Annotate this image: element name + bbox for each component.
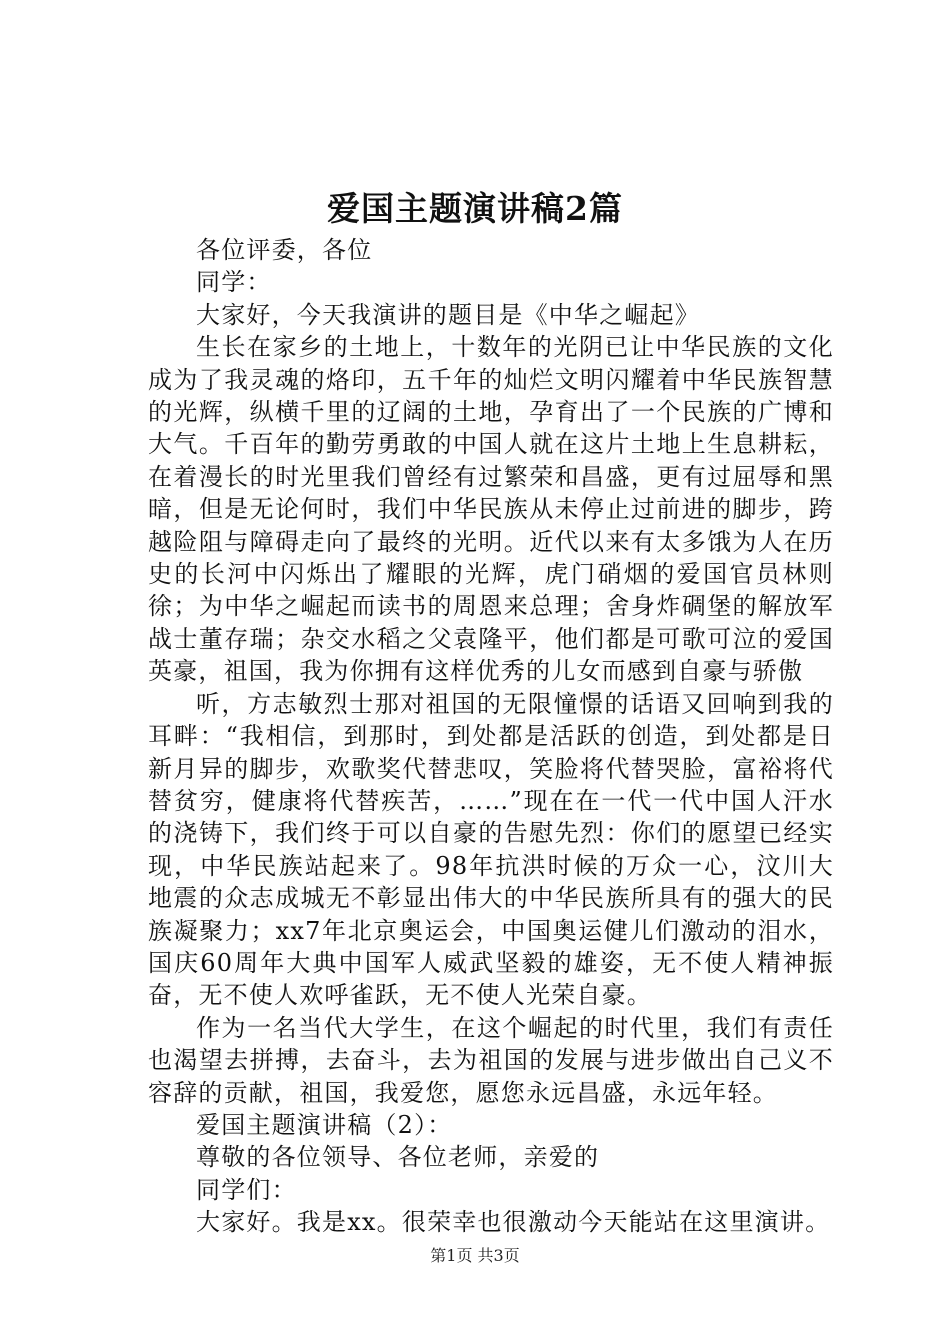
paragraph-greeting: 大家好，今天我演讲的题目是《中华之崛起》 bbox=[196, 300, 700, 329]
document-body bbox=[148, 234, 834, 1239]
document-title: 爱国主题演讲稿2篇 bbox=[327, 189, 623, 228]
paragraph-salutation-cont: 同学： bbox=[196, 268, 272, 297]
paragraph-body-3: 作为一名当代大学生，在这个崛起的时代里，我们有责任也渴望去拼搏，去奋斗，去为祖国的发展与进步做出自己义不容辞的贡献，祖国，我爱您，愿您永远昌盛，永远年轻。 bbox=[148, 1013, 834, 1107]
paragraph-salutation-2-cont: 同学们： bbox=[196, 1175, 297, 1204]
page-footer: 第1页 共3页 bbox=[430, 1246, 520, 1265]
paragraph-salutation: 各位评委，各位 bbox=[196, 236, 373, 264]
paragraph-greeting-2: 大家好。我是xx。很荣幸也很激动今天能站在这里演讲。 bbox=[196, 1208, 831, 1237]
paragraph-body-2: 听，方志敏烈士那对祖国的无限憧憬的话语又回响到我的耳畔：“我相信，到那时，到处都是活跃的创造，到处都是日新月异的脚步，欢歌奖代替悲叹，笑脸将代替哭脸，富裕将代替贫穷，健康将代替疾苦，……”现在在一代一代中国人汗水的浇铸下，我们终于可以自豪的告慰先烈：你们的愿望已经实现，中华民族站起来了。98年抗洪时候的万众一心，汶川大地震的众志成城无不彰显出伟大的中华民族所具有的强大的民族凝聚力；xx7年北京奥运会，中国奥运健儿们激动的泪水，国庆60周年大典中国军人威武坚毅的雄姿，无不使人精神振奋，无不使人欢呼雀跃，无不使人光荣自豪。 bbox=[148, 689, 834, 1010]
paragraph-body-1: 生长在家乡的土地上，十数年的光阴已让中华民族的文化成为了我灵魂的烙印，五千年的灿烂文明闪耀着中华民族智慧的光辉，纵横千里的辽阔的土地，孕育出了一个民族的广博和大气。千百年的勤劳勇敢的中国人就在这片土地上生息耕耘，在着漫长的时光里我们曾经有过繁荣和昌盛，更有过屈辱和黑暗，但是无论何时，我们中华民族从未停止过前进的脚步，跨越险阻与障碍走向了最终的光明。近代以来有太多饿为人在历史的长河中闪烁出了耀眼的光辉，虎门硝烟的爱国官员林则徐；为中华之崛起而读书的周恩来总理；舍身炸碉堡的解放军战士董存瑞；杂交水稻之父袁隆平，他们都是可歌可泣的爱国英豪，祖国，我为你拥有这样优秀的儿女而感到自豪与骄傲 bbox=[148, 333, 834, 686]
paragraph-section-heading: 爱国主题演讲稿（2）： bbox=[196, 1110, 453, 1139]
paragraph-salutation-2: 尊敬的各位领导、各位老师，亲爱的 bbox=[196, 1143, 600, 1172]
